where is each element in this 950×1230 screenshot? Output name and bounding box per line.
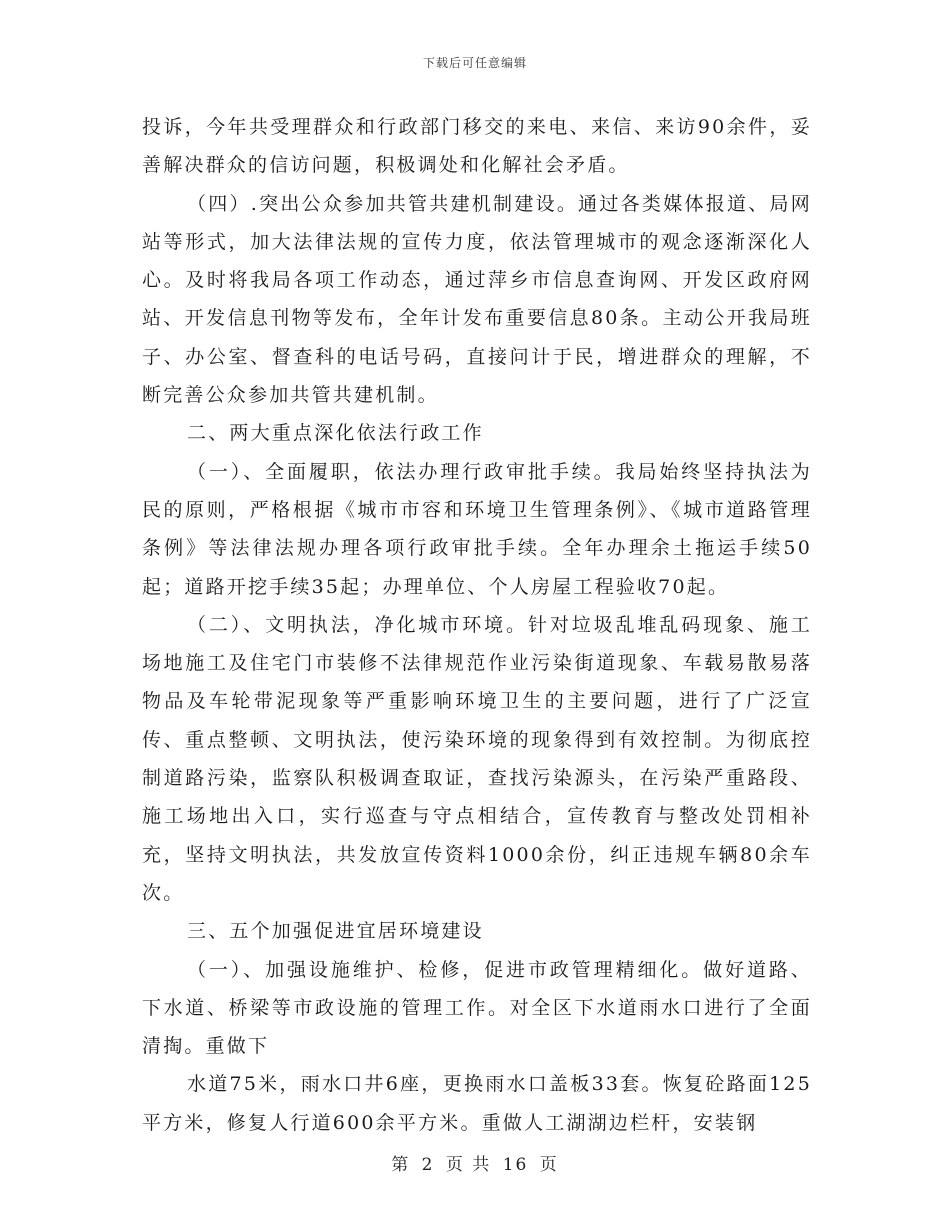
paragraph-facility-maintenance: （一）、加强设施维护、检修，促进市政管理精细化。做好道路、下水道、桥梁等市政设施的管理工作。对全区下水道雨水口进行了全面清掏。重做下 bbox=[142, 958, 812, 1058]
paragraph-facility-maintenance-cont: 水道75米，雨水口井6座，更换雨水口盖板33套。恢复砼路面125平方米，修复人行道600余平方米。重做人工湖湖边栏杆，安装钢 bbox=[142, 1073, 812, 1134]
paragraph-public-participation: （四）.突出公众参加共管共建机制建设。通过各类媒体报道、局网站等形式，加大法律法规的宣传力度，依法管理城市的观念逐渐深化人心。及时将我局各项工作动态，通过萍乡市信息查询网、开发区政府网站、开发信息刊物等发布，全年计发布重要信息80条。主动公开我局班子、办公室、督查科的电话号码，直接问计于民，增进群众的理解，不断完善公众参加共管共建机制。 bbox=[142, 192, 812, 407]
document-body bbox=[142, 108, 812, 1142]
footer-suffix: 页 bbox=[539, 1155, 559, 1175]
paragraph-continuation: 投诉，今年共受理群众和行政部门移交的来电、来信、来访90余件，妥善解决群众的信访问题，积极调处和化解社会矛盾。 bbox=[142, 116, 812, 177]
paragraph-civilized-enforcement: （二）、文明执法，净化城市环境。针对垃圾乱堆乱码现象、施工场地施工及住宅门市装修不法律规范作业污染街道现象、车载易散易落物品及车轮带泥现象等严重影响环境卫生的主要问题，进行了广泛宣传、重点整顿、文明执法，使污染环境的现象得到有效控制。为彻底控制道路污染，监察队积极调查取证，查找污染源头，在污染严重路段、施工场地出入口，实行巡查与守点相结合，宣传教育与整改处罚相补充，坚持文明执法，共发放宣传资料1000余份，纠正违规车辆80余车次。 bbox=[142, 613, 812, 904]
page-footer bbox=[0, 1150, 950, 1175]
paragraph-administrative-approval: （一）、全面履职，依法办理行政审批手续。我局始终坚持执法为民的原则，严格根据《城市市容和环境卫生管理条例》、《城市道路管理条例》等法律法规办理各项行政审批手续。全年办理余土拖运手续50起；道路开挖手续35起；办理单位、个人房屋工程验收70起。 bbox=[142, 460, 812, 598]
section-heading-2: 二、两大重点深化依法行政工作 bbox=[187, 422, 484, 445]
header-note: 下载后可任意编辑 bbox=[422, 56, 527, 70]
section-heading-3: 三、五个加强促进宜居环境建设 bbox=[187, 920, 484, 943]
footer-middle: 页 共 bbox=[445, 1155, 492, 1175]
page-number: 2 bbox=[421, 1155, 435, 1175]
footer-prefix: 第 bbox=[391, 1155, 411, 1175]
page-total: 16 bbox=[502, 1155, 529, 1175]
